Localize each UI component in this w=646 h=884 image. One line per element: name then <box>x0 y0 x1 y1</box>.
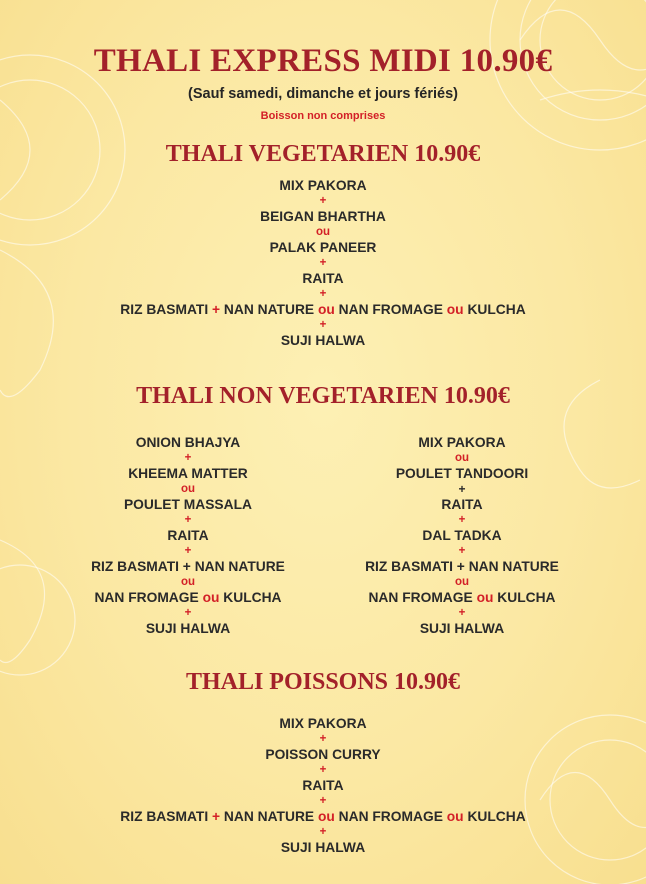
section-title-vegetarien: THALI VEGETARIEN 10.90€ <box>165 141 481 167</box>
separator: + <box>319 825 327 838</box>
combo-ou: ou <box>317 809 335 824</box>
combo-line <box>322 590 602 606</box>
separator: + <box>319 256 327 269</box>
menu-item: RIZ BASMATI + NAN NATURE <box>365 559 559 574</box>
menu-item: POULET TANDOORI <box>395 466 529 481</box>
separator: + <box>319 794 327 807</box>
section-title-poissons: THALI POISSONS 10.90€ <box>185 669 461 695</box>
menu-item: RAITA <box>441 497 483 512</box>
separator: + <box>184 451 192 464</box>
page-title: THALI EXPRESS MIDI 10.90€ <box>93 43 553 79</box>
menu-item: POISSON CURRY <box>265 747 381 762</box>
menu-item: RAITA <box>167 528 209 543</box>
combo-ou: ou <box>202 590 220 605</box>
combo-riz: RIZ BASMATI <box>120 809 209 824</box>
separator: + <box>184 544 192 557</box>
menu-item: RIZ BASMATI + NAN NATURE <box>91 559 285 574</box>
menu-item: SUJI HALWA <box>419 621 505 636</box>
drinks-note: Boisson non comprises <box>260 110 386 122</box>
menu-item: PALAK PANEER <box>269 240 377 255</box>
separator: ou <box>454 451 470 464</box>
combo-fromage: NAN FROMAGE <box>94 590 199 605</box>
menu-item: RAITA <box>302 271 344 286</box>
combo-kulcha: KULCHA <box>223 590 282 605</box>
combo-plus: + <box>212 302 221 317</box>
combo-ou: ou <box>446 809 464 824</box>
separator: + <box>458 513 466 526</box>
separator: + <box>319 287 327 300</box>
menu-item: MIX PAKORA <box>418 435 506 450</box>
menu-item: SUJI HALWA <box>280 840 366 855</box>
poissons-menu-list <box>0 716 646 856</box>
separator: + <box>184 513 192 526</box>
combo-ou: ou <box>317 302 335 317</box>
combo-nan: NAN NATURE <box>223 302 315 317</box>
vegetarien-menu-list <box>0 178 646 349</box>
combo-kulcha: KULCHA <box>467 809 526 824</box>
combo-line <box>0 302 646 318</box>
separator: + <box>458 606 466 619</box>
combo-fromage: NAN FROMAGE <box>338 809 443 824</box>
section-title-non-vegetarien: THALI NON VEGETARIEN 10.90€ <box>136 383 510 409</box>
separator: + <box>458 481 466 496</box>
menu-item: KHEEMA MATTER <box>128 466 248 481</box>
combo-line <box>0 809 646 825</box>
menu-item: SUJI HALWA <box>280 333 366 348</box>
combo-kulcha: KULCHA <box>467 302 526 317</box>
menu-item: DAL TADKA <box>422 528 502 543</box>
combo-kulcha: KULCHA <box>497 590 556 605</box>
combo-riz: RIZ BASMATI <box>120 302 209 317</box>
separator: + <box>319 318 327 331</box>
combo-ou: ou <box>446 302 464 317</box>
combo-plus: + <box>212 809 221 824</box>
combo-fromage: NAN FROMAGE <box>338 302 443 317</box>
menu-item: SUJI HALWA <box>145 621 231 636</box>
menu-item: MIX PAKORA <box>279 178 367 193</box>
menu-item: RAITA <box>302 778 344 793</box>
menu-item: POULET MASSALA <box>123 497 252 512</box>
combo-line <box>48 590 328 606</box>
separator: + <box>319 194 327 207</box>
menu-item: MIX PAKORA <box>279 716 367 731</box>
non-veg-left-column <box>48 435 328 637</box>
menu-item: BEIGAN BHARTHA <box>260 209 386 224</box>
separator: ou <box>454 575 470 588</box>
separator: + <box>184 606 192 619</box>
separator: ou <box>180 575 196 588</box>
menu-item: ONION BHAJYA <box>135 435 241 450</box>
separator: ou <box>180 482 196 495</box>
separator: + <box>458 544 466 557</box>
separator: + <box>319 732 327 745</box>
availability-subtitle: (Sauf samedi, dimanche et jours fériés) <box>188 86 458 102</box>
separator: ou <box>315 225 331 238</box>
combo-ou: ou <box>476 590 494 605</box>
combo-fromage: NAN FROMAGE <box>368 590 473 605</box>
non-veg-right-column <box>322 435 602 637</box>
combo-nan: NAN NATURE <box>223 809 315 824</box>
separator: + <box>319 763 327 776</box>
